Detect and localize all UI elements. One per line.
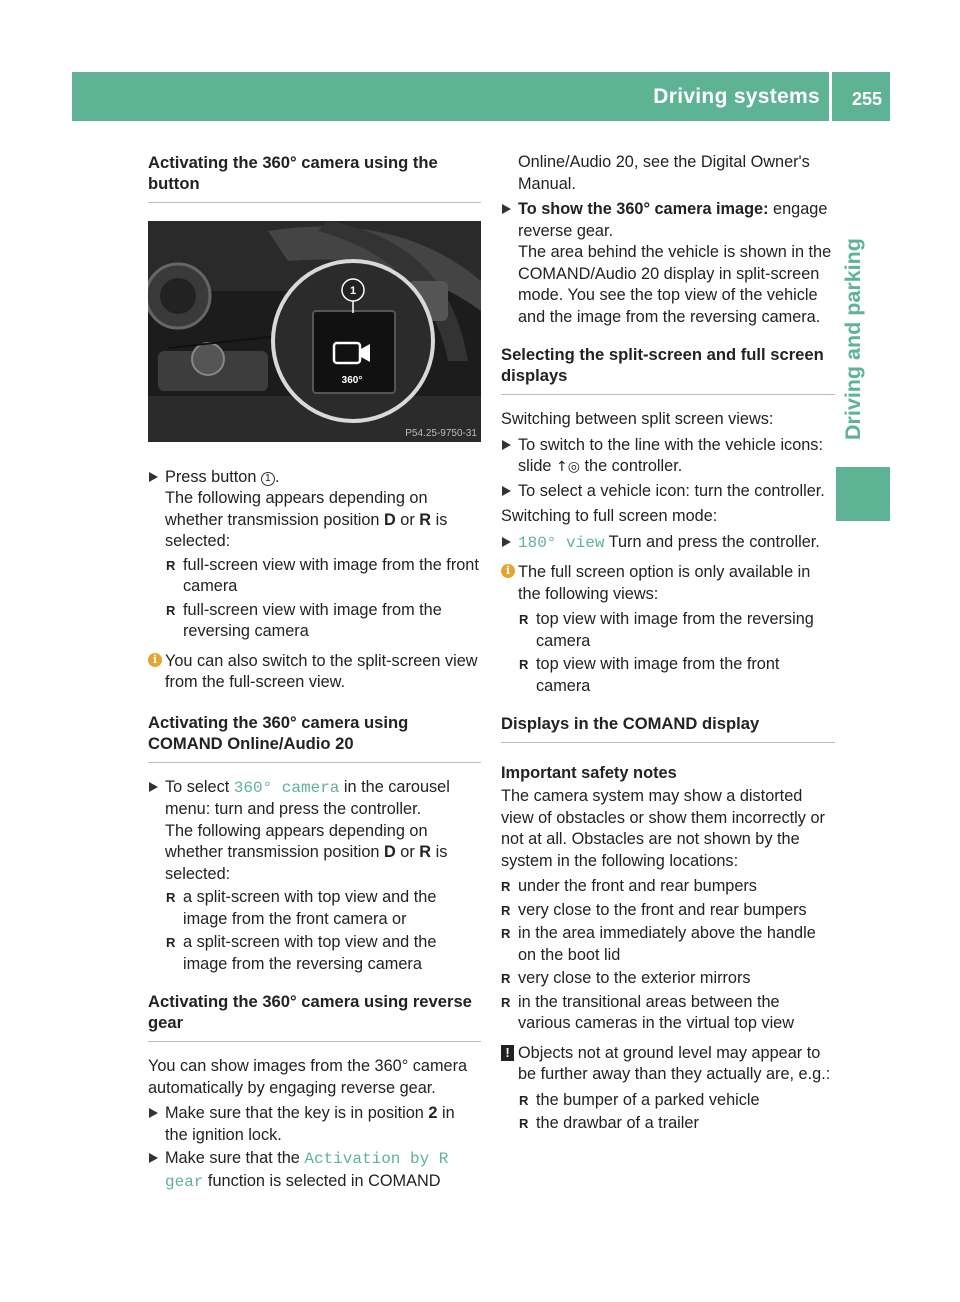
left-column — [148, 152, 481, 1195]
bullet-item: R a split-screen with top view and the image from the reversing camera — [148, 932, 481, 975]
bullet-item: R top view with image from the front camera — [501, 654, 835, 697]
page-number: 255 — [851, 89, 882, 109]
bullet-item: R full-screen view with image from the front camera — [148, 555, 481, 598]
paragraph: Switching between split screen views: — [501, 410, 774, 428]
step-select-icon: To select a vehicle icon: turn the controller. — [501, 481, 835, 503]
bullet-item: R very close to the exterior mirrors — [501, 968, 835, 990]
bullet-item: R in the transitional areas between the various cameras in the virtual top view — [501, 992, 835, 1035]
slide-controller-icon: ↑◎ — [556, 459, 580, 475]
side-tab-marker — [836, 467, 890, 521]
step-activation-function: Make sure that the Activation by R gear function is selected in COMAND — [148, 1148, 481, 1193]
step-press-button: Press button 1 . The following appears depending on whether transmission position D or R is selected: — [148, 467, 481, 553]
paragraph: The camera system may show a distorted view of obstacles or show them incorrectly or not at all. Obstacles are not shown by the system in the following locations: — [501, 787, 825, 870]
bullet-item: R in the area immediately above the handle on the boot lid — [501, 923, 835, 966]
step-full-screen: 180° view Turn and press the controller. — [501, 532, 835, 555]
step-switch-line: To switch to the line with the vehicle icons: slide ↑◎ the controller. — [501, 435, 835, 479]
heading-comand: Activating the 360° camera using COMAND Online/Audio 20 — [148, 712, 481, 763]
heading-button: Activating the 360° camera using the button — [148, 152, 481, 203]
callout-1-icon: 1 — [261, 472, 275, 486]
step-select-camera: To select 360° camera in the carousel menu: turn and press the controller. The following appears depending on whether transmission position D or R is selected: — [148, 777, 481, 886]
heading-displays: Displays in the COMAND display — [501, 713, 835, 743]
bullet-item: R the drawbar of a trailer — [501, 1113, 835, 1135]
heading-reverse-gear: Activating the 360° camera using reverse gear — [148, 991, 481, 1042]
heading-split-screen: Selecting the split-screen and full screen displays — [501, 344, 835, 395]
photo-code: P54.25-9750-31 — [405, 428, 477, 439]
dashboard-photo — [148, 221, 481, 442]
bullet-item: R a split-screen with top view and the image from the front camera or — [148, 887, 481, 930]
header-bar — [72, 72, 890, 121]
right-column — [501, 152, 835, 1137]
warning-icon: ! — [501, 1045, 514, 1061]
paragraph: You can show images from the 360° camera automatically by engaging reverse gear. — [148, 1057, 468, 1097]
step-show-image: To show the 360° camera image: engage reverse gear. The area behind the vehicle is shown in the COMAND/Audio 20 display in split-screen mode. You see the top view of the vehicle and the image from the reversing camera. — [501, 199, 835, 328]
header-divider — [829, 72, 832, 121]
bullet-item: R very close to the front and rear bumpers — [501, 900, 835, 922]
bullet-item: R under the front and rear bumpers — [501, 876, 835, 898]
continued-text: Online/Audio 20, see the Digital Owner's Manual. — [518, 153, 810, 193]
info-icon: i — [148, 653, 162, 667]
step-key-position: Make sure that the key is in position 2 in the ignition lock. — [148, 1103, 481, 1146]
photo-callout-number: 1 — [349, 285, 357, 297]
section-title: Driving systems — [653, 85, 820, 108]
bullet-item: R full-screen view with image from the reversing camera — [148, 600, 481, 643]
subheading-safety: Important safety notes — [501, 764, 677, 782]
warning-note: ! Objects not at ground level may appear to be further away than they actually are, e.g.: — [501, 1043, 835, 1086]
bullet-item: R top view with image from the reversing camera — [501, 609, 835, 652]
paragraph: Switching to full screen mode: — [501, 507, 718, 525]
side-tab-label: Driving and parking — [841, 238, 865, 440]
info-note: i The full screen option is only available in the following views: — [501, 562, 835, 605]
bullet-item: R the bumper of a parked vehicle — [501, 1090, 835, 1112]
photo-button-label: 360° — [341, 375, 363, 386]
info-note: i You can also switch to the split-screen view from the full-screen view. — [148, 651, 481, 694]
info-icon: i — [501, 564, 515, 578]
